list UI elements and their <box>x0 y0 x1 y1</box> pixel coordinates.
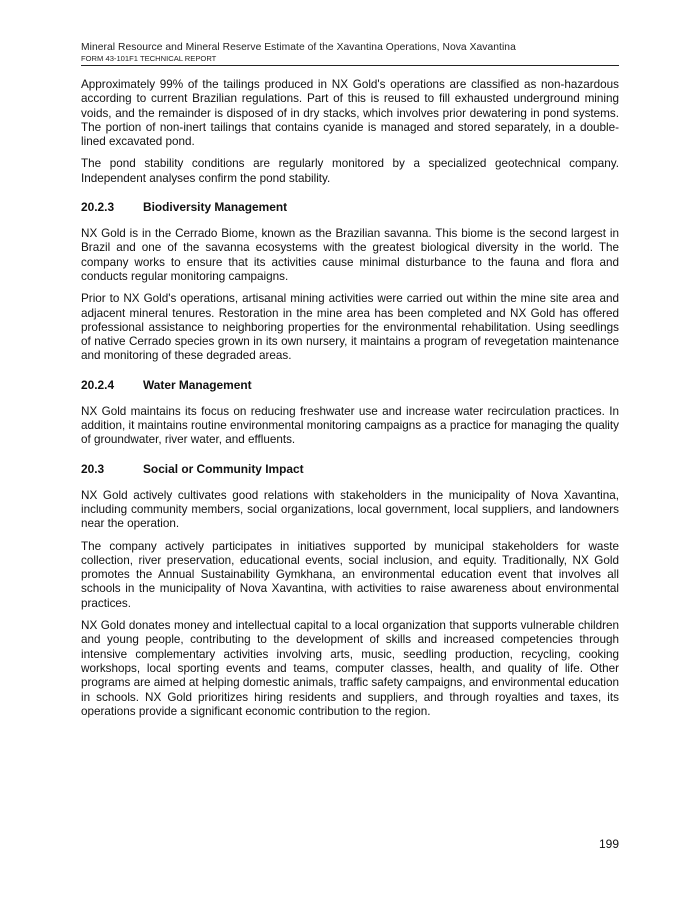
section-title: Biodiversity Management <box>143 200 288 215</box>
section-number: 20.2.4 <box>81 377 115 392</box>
section-title: Water Management <box>143 377 252 392</box>
paragraph-cerrado-biome: NX Gold is in the Cerrado Biome, known as the Brazilian savanna. This biome is the second largest in Brazil and one of the savanna ecosystems with the greatest biological diversity in the world. The company works to ensure that its activities cause minimal disturbance to the fauna and flora and conducts regular monitoring campaigns. <box>81 227 619 283</box>
paragraph-donations: NX Gold donates money and intellectual capital to a local organization that supports vulnerable children and young people, contributing to the development of skills and increased competencies through intensive complementary activities involving arts, music, seedling production, recycling, cooking workshops, local sporting events and teams, computer classes, health, and quality of life. Other programs are aimed at helping domestic animals, traffic safety campaigns, and environmental education in schools. NX Gold prioritizes hiring residents and suppliers, and through royalties and taxes, its operations provide a significant economic contribution to the region. <box>81 619 619 718</box>
section-number: 20.3 <box>81 461 105 476</box>
report-form-subtitle: FORM 43-101F1 TECHNICAL REPORT <box>81 54 217 63</box>
header-divider <box>81 65 619 66</box>
page-number: 199 <box>598 837 619 851</box>
paragraph-pond-stability: The pond stability conditions are regularly monitored by a specialized geotechnical company. Independent analyses confirm the pond stability. <box>81 157 619 185</box>
paragraph-water-management: NX Gold maintains its focus on reducing freshwater use and increase water recirculation practices. In addition, it maintains routine environmental monitoring campaigns as a practice for managing the quality of groundwater, river water, and effluents. <box>81 404 619 447</box>
page-content <box>81 78 619 727</box>
section-number: 20.2.3 <box>81 200 115 215</box>
paragraph-initiatives: The company actively participates in initiatives supported by municipal stakeholders for waste collection, river preservation, educational events, social inclusion, and equity. Traditionally, NX Gold promotes the Annual Sustainability Gymkhana, an environmental education event that involves all schools in the municipality of Nova Xavantina, with activities to raise awareness about environmental practices. <box>81 539 619 610</box>
paragraph-restoration: Prior to NX Gold's operations, artisanal mining activities were carried out within the mine site area and adjacent mineral tenures. Restoration in the mine area has been completed and NX Gold has offered professional assistance to neighboring properties for the environmental rehabilitation. Using seedlings of native Cerrado species grown in its own nursery, it maintains a program of revegetation maintenance and monitoring of these degraded areas. <box>81 292 619 363</box>
section-heading-social <box>81 462 619 476</box>
section-heading-water <box>81 378 619 392</box>
paragraph-stakeholders: NX Gold actively cultivates good relations with stakeholders in the municipality of Nova Xavantina, including community members, social organizations, local government, local suppliers, and landowners near the operation. <box>81 488 619 531</box>
page-header <box>81 42 619 66</box>
section-title: Social or Community Impact <box>143 461 304 476</box>
paragraph-tailings: Approximately 99% of the tailings produced in NX Gold's operations are classified as non-hazardous according to current Brazilian regulations. Part of this is reused to fill exhausted underground mining voids, and the remainder is disposed of in dry stacks, which involves prior dewatering in pond systems. The portion of non-inert tailings that contains cyanide is managed and stored separately, in a double-lined excavated pond. <box>81 78 619 149</box>
report-title: Mineral Resource and Mineral Reserve Estimate of the Xavantina Operations, Nova Xavantina <box>81 42 516 53</box>
section-heading-biodiversity <box>81 200 619 214</box>
